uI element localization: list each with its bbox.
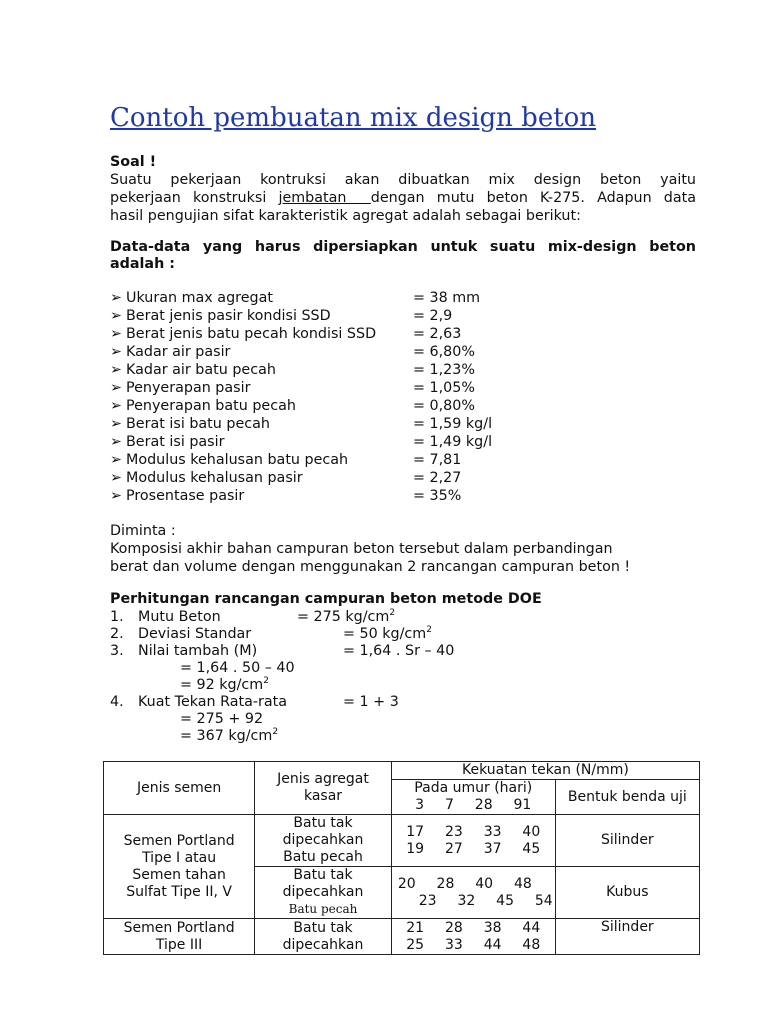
arrow-bullet-icon: ➢ — [110, 488, 122, 504]
agregat-data-item — [110, 487, 696, 505]
item-value: = 1,49 kg/l — [413, 434, 493, 450]
agregat-data-item — [110, 361, 696, 379]
header-kekuatan-tekan: Kekuatan tekan (N/mm) — [391, 762, 699, 780]
diminta-section — [110, 522, 696, 576]
cell-agregat: Batu tak dipecahkan — [255, 919, 392, 955]
soal-section — [110, 153, 696, 225]
item-value: = 1,23% — [413, 362, 475, 378]
item-value: = 6,80% — [413, 344, 475, 360]
item-label: Penyerapan pasir — [126, 380, 251, 396]
agregat-data-item — [110, 415, 696, 433]
item-label: Prosentase pasir — [126, 488, 245, 504]
data-heading: Data-data yang harus dipersiapkan untuk suatu mix-design beton adalah : — [110, 239, 696, 272]
agregat-data-item — [110, 469, 696, 487]
agregat-data-item — [110, 289, 696, 307]
item-value: = 35% — [413, 488, 462, 504]
step-number: 4. — [110, 694, 124, 710]
step-sub: = 1,64 . 50 – 40 — [180, 660, 295, 676]
perhitungan-step — [110, 676, 696, 693]
perhitungan-step — [110, 693, 696, 710]
cell-agregat: Batu tak dipecahkan Batu pecah — [255, 815, 392, 867]
arrow-bullet-icon: ➢ — [110, 452, 122, 468]
perhitungan-step — [110, 727, 696, 744]
item-value: = 2,9 — [413, 308, 453, 324]
step-value: = 50 $kg/cm^2$ — [343, 625, 432, 642]
step-sub: = 367 $kg/cm^2$ — [180, 727, 279, 744]
item-label: Modulus kehalusan pasir — [126, 470, 303, 486]
agregat-data-list — [110, 289, 696, 505]
arrow-bullet-icon: ➢ — [110, 362, 122, 378]
arrow-bullet-icon: ➢ — [110, 416, 122, 432]
cell-values: 20 28 40 48 23 32 45 54 — [391, 867, 555, 919]
perhitungan-step — [110, 625, 696, 642]
soal-line: hasil pengujian sifat karakteristik agregat adalah sebagai berikut: — [110, 208, 581, 224]
perhitungan-heading: Perhitungan rancangan campuran beton metode DOE — [110, 591, 542, 607]
step-label: Mutu Beton — [138, 609, 221, 625]
agregat-data-item — [110, 307, 696, 325]
cell-semen-portland-3: Semen Portland Tipe III — [104, 919, 255, 955]
cell-semen-portland-1: Semen Portland Tipe I atau Semen tahan Sulfat Tipe II, V — [104, 815, 255, 919]
item-label: Kadar air pasir — [126, 344, 231, 360]
step-label: Kuat Tekan Rata-rata — [138, 694, 288, 710]
arrow-bullet-icon: ➢ — [110, 308, 122, 324]
soal-heading: Soal ! — [110, 154, 157, 170]
arrow-bullet-icon: ➢ — [110, 290, 122, 306]
item-label: Modulus kehalusan batu pecah — [126, 452, 349, 468]
arrow-bullet-icon: ➢ — [110, 398, 122, 414]
header-days: 3 7 28 91 — [415, 797, 532, 813]
item-label: Kadar air batu pecah — [126, 362, 276, 378]
page-title: Contoh pembuatan mix design beton — [110, 103, 597, 133]
item-label: Ukuran max agregat — [126, 290, 273, 306]
header-bentuk: Bentuk benda uji — [555, 780, 699, 815]
agregat-data-item — [110, 379, 696, 397]
agregat-data-item — [110, 325, 696, 343]
item-label: Berat jenis batu pecah kondisi SSD — [126, 326, 377, 342]
arrow-bullet-icon: ➢ — [110, 470, 122, 486]
strength-table — [103, 761, 700, 955]
perhitungan-steps — [110, 608, 696, 744]
step-number: 2. — [110, 626, 124, 642]
soal-underlined-word: jembatan — [278, 190, 371, 206]
cell-agregat: Batu tak dipecahkan Batu pecah — [255, 867, 392, 919]
perhitungan-step — [110, 642, 696, 659]
item-value: = 2,63 — [413, 326, 462, 342]
item-label: Berat isi batu pecah — [126, 416, 270, 432]
step-label: Nilai tambah (M) — [138, 643, 258, 659]
item-label: Berat isi pasir — [126, 434, 225, 450]
step-value: = 1,64 . Sr – 40 — [343, 643, 455, 659]
step-number: 1. — [110, 609, 124, 625]
item-label: Penyerapan batu pecah — [126, 398, 296, 414]
item-value: = 0,80% — [413, 398, 475, 414]
item-value: = 1,59 kg/l — [413, 416, 493, 432]
agregat-data-item — [110, 451, 696, 469]
agregat-data-item — [110, 433, 696, 451]
item-value: = 7,81 — [413, 452, 462, 468]
item-label: Berat jenis pasir kondisi SSD — [126, 308, 331, 324]
perhitungan-step — [110, 710, 696, 727]
cell-bentuk: Silinder — [555, 815, 699, 867]
diminta-line: Komposisi akhir bahan campuran beton tersebut dalam perbandingan — [110, 541, 613, 557]
agregat-data-item — [110, 343, 696, 361]
header-umur: Pada umur (hari) 3 7 28 91 — [391, 780, 555, 815]
header-jenis-agregat: Jenis agregat kasar — [255, 762, 392, 815]
header-jenis-semen: Jenis semen — [104, 762, 255, 815]
soal-line: Suatu pekerjaan kontruksi akan dibuatkan mix design beton yaitu — [110, 172, 696, 188]
soal-line: pekerjaan konstruksi jembatan dengan mutu beton K-275. Adapun data — [110, 190, 697, 206]
perhitungan-step — [110, 608, 696, 625]
diminta-heading: Diminta : — [110, 523, 176, 539]
step-value: = 1 + 3 — [343, 694, 399, 710]
step-sub: = 275 + 92 — [180, 711, 264, 727]
diminta-line: berat dan volume dengan menggunakan 2 rancangan campuran beton ! — [110, 559, 631, 575]
cell-bentuk: Silinder — [555, 919, 699, 955]
agregat-data-item — [110, 397, 696, 415]
item-value: = 2,27 — [413, 470, 462, 486]
arrow-bullet-icon: ➢ — [110, 380, 122, 396]
item-value: = 38 mm — [413, 290, 481, 306]
item-value: = 1,05% — [413, 380, 475, 396]
arrow-bullet-icon: ➢ — [110, 326, 122, 342]
perhitungan-step — [110, 659, 696, 676]
cell-values: 21 28 38 44 25 33 44 48 — [391, 919, 555, 955]
step-sub: = 92 $kg/cm^2$ — [180, 676, 269, 693]
cell-values: 17 23 33 40 19 27 37 45 — [391, 815, 555, 867]
cell-bentuk: Kubus — [555, 867, 699, 919]
arrow-bullet-icon: ➢ — [110, 434, 122, 450]
step-label: Deviasi Standar — [138, 626, 252, 642]
step-number: 3. — [110, 643, 124, 659]
arrow-bullet-icon: ➢ — [110, 344, 122, 360]
step-value: = 275 $kg/cm^2$ — [297, 608, 396, 625]
